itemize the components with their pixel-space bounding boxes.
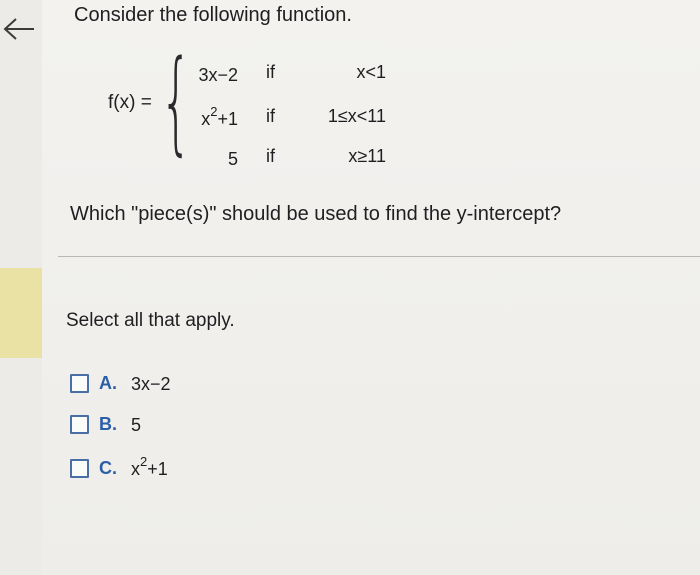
- piece-row-2: [0, 106, 700, 132]
- piece-if: if: [266, 62, 275, 82]
- option-letter: B.: [99, 413, 117, 434]
- option-b[interactable]: [70, 411, 141, 437]
- piece-condition: x<1: [356, 62, 386, 82]
- piece-row-1: [0, 62, 700, 88]
- option-a-checkbox[interactable]: [70, 374, 89, 393]
- option-c[interactable]: [70, 455, 168, 481]
- piece-if: if: [266, 106, 275, 126]
- piece-if: if: [266, 146, 275, 166]
- option-text: $x^2+1$: [131, 454, 168, 479]
- piece-row-3: [0, 146, 700, 172]
- piece-condition: x≥11: [348, 146, 386, 166]
- piece-expression: 3x−2: [198, 65, 238, 85]
- left-strip-highlight: [0, 268, 42, 358]
- option-a[interactable]: [70, 370, 171, 396]
- option-letter: A.: [99, 372, 117, 393]
- answer-instruction: Select all that apply.: [66, 310, 235, 331]
- option-text: 3x−2: [131, 374, 171, 394]
- divider: [58, 256, 700, 257]
- question-prompt: Which "piece(s)" should be used to find the y-intercept?: [70, 203, 562, 225]
- option-b-checkbox[interactable]: [70, 415, 89, 434]
- option-letter: C.: [99, 457, 117, 478]
- function-lhs: f(x) =: [108, 92, 152, 113]
- option-c-checkbox[interactable]: [70, 459, 89, 478]
- piece-expression: $x^2+1$: [201, 104, 238, 129]
- piece-condition: 1≤x<11: [327, 106, 386, 126]
- left-brace: {: [160, 37, 193, 167]
- question-title: Consider the following function.: [74, 4, 352, 26]
- piece-expression: 5: [227, 149, 238, 169]
- back-arrow-icon[interactable]: [0, 14, 40, 44]
- option-text: 5: [131, 415, 142, 435]
